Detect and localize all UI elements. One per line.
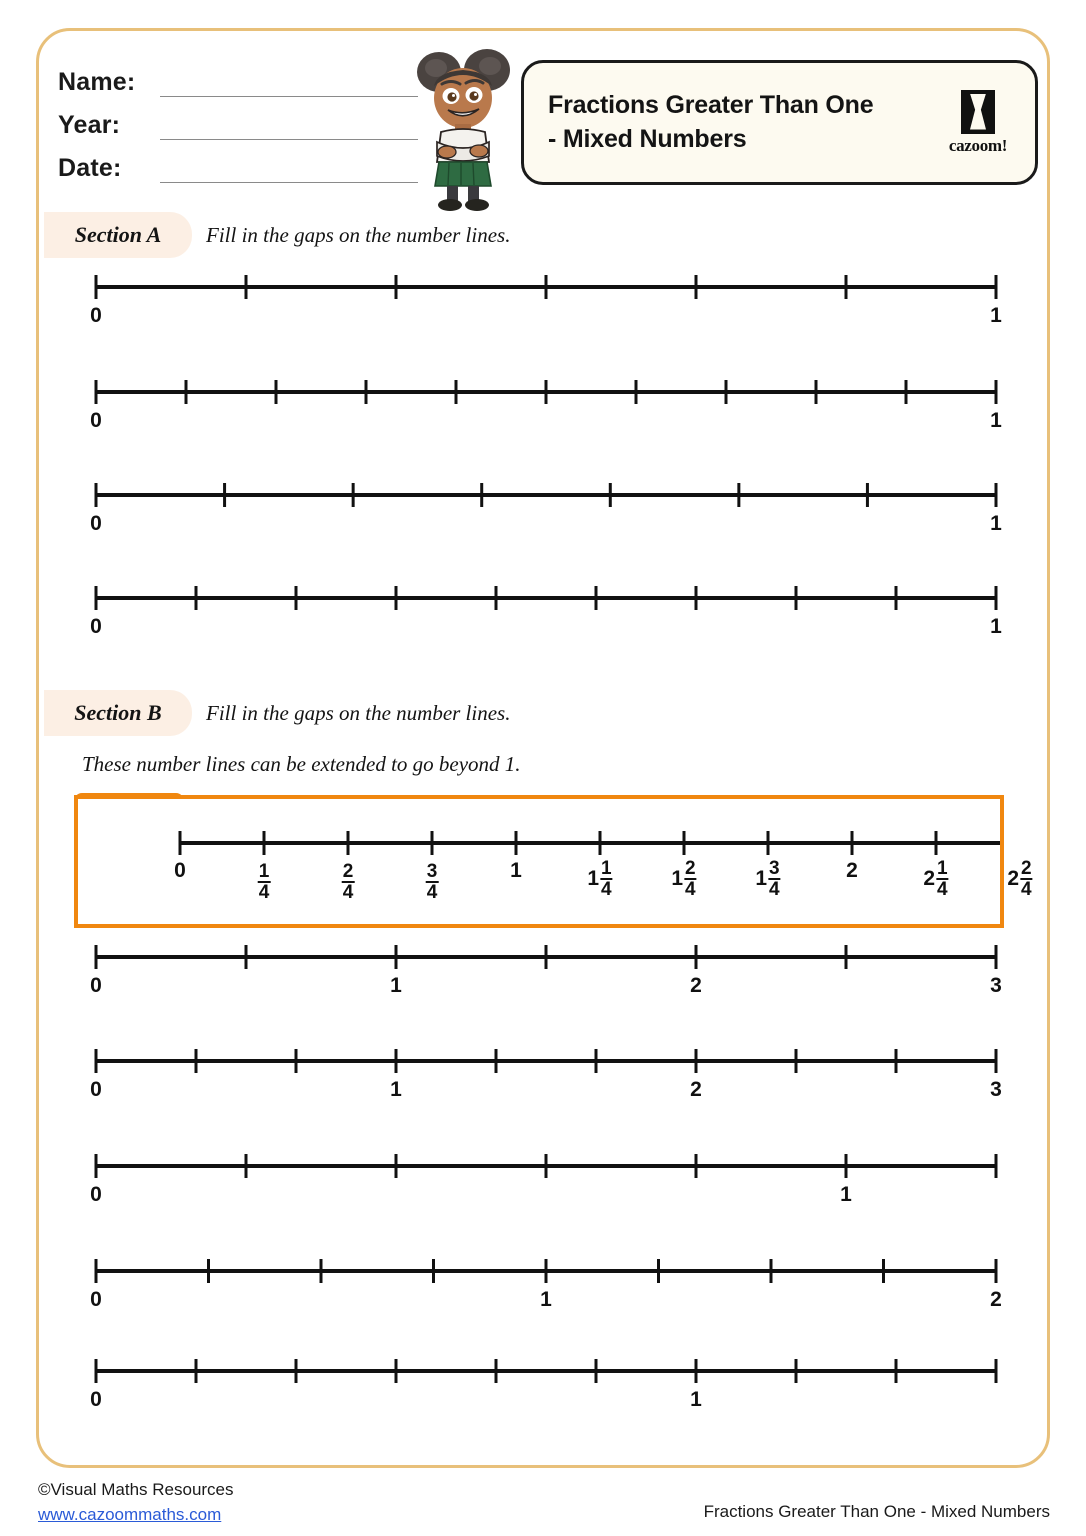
example-box (74, 795, 1032, 928)
section-a-header (44, 212, 1004, 258)
number-line-axis (0, 942, 1086, 972)
section-a-label: Section A (74, 222, 162, 247)
example-label (923, 859, 948, 900)
example-label (342, 859, 355, 903)
label-fraction: $\frac{1}{4}$ (601, 858, 612, 901)
example-label (510, 859, 522, 883)
label-whole-part: 1 (671, 867, 684, 891)
number-line-label: 2 (990, 1288, 1002, 1311)
example-label (174, 859, 186, 883)
label-fraction: $\frac{3}{4}$ (426, 861, 438, 904)
field-row-year (58, 97, 418, 140)
section-b-pill (44, 690, 192, 736)
year-input-rule[interactable] (160, 113, 418, 140)
number-line-label: 3 (990, 1078, 1002, 1101)
section-b-header (44, 690, 1004, 736)
number-line-axis (0, 272, 1086, 302)
number-line-b-0[interactable] (0, 942, 1086, 997)
year-label: Year: (58, 111, 121, 139)
cazoom-logo (939, 90, 1017, 156)
worksheet-header (58, 46, 1038, 196)
name-input-rule[interactable] (160, 70, 418, 97)
section-b-instruction: Fill in the gaps on the number lines. (206, 701, 511, 725)
section-a-instruction: Fill in the gaps on the number lines. (206, 223, 511, 247)
number-line-label: 0 (90, 615, 102, 638)
number-line-axis (0, 1046, 1086, 1076)
section-b-label: Section B (74, 700, 162, 725)
page-title (548, 89, 939, 157)
footer-left (38, 1478, 234, 1527)
label-whole-part: 1 (755, 867, 768, 891)
label-fraction: $\frac{2}{4}$ (685, 858, 696, 901)
number-line-label: 1 (390, 974, 402, 997)
label-fraction: $\frac{3}{4}$ (769, 858, 780, 901)
number-line-label: 3 (990, 974, 1002, 997)
copyright-text: ©Visual Maths Resources (38, 1480, 234, 1499)
example-label (1007, 859, 1032, 900)
title-line-2: - Mixed Numbers (548, 124, 747, 153)
example-label (755, 859, 780, 900)
number-line-label: 1 (990, 512, 1002, 535)
number-line-label: 0 (90, 409, 102, 432)
number-line-label: 0 (90, 1078, 102, 1101)
number-line-b-2[interactable] (0, 1151, 1086, 1206)
number-line-b-4[interactable] (0, 1356, 1086, 1411)
number-line-label: 1 (390, 1078, 402, 1101)
date-input-rule[interactable] (160, 156, 418, 183)
number-line-axis (0, 377, 1086, 407)
number-line-axis (0, 1256, 1086, 1286)
number-line-b-3[interactable] (0, 1256, 1086, 1311)
label-whole-part: 1 (587, 867, 600, 891)
cazoom-wordmark: cazoom! (948, 135, 1008, 155)
label-fraction: $\frac{1}{4}$ (937, 858, 948, 901)
example-label (587, 859, 612, 900)
number-line-label: 2 (690, 1078, 702, 1101)
page-footer (38, 1478, 1050, 1530)
number-line-a-3[interactable] (0, 583, 1086, 638)
example-label (846, 859, 858, 883)
example-label (426, 859, 439, 903)
worksheet-title-box (521, 60, 1038, 185)
number-line-axis (0, 1151, 1086, 1181)
number-line-label: 1 (990, 409, 1002, 432)
label-fraction: $\frac{1}{4}$ (258, 861, 270, 904)
website-link[interactable]: www.cazoommaths.com (38, 1504, 222, 1524)
number-line-a-1[interactable] (0, 377, 1086, 432)
label-whole-part: 1 (510, 859, 522, 882)
number-line-label: 0 (90, 1183, 102, 1206)
label-fraction: $\frac{2}{4}$ (1021, 858, 1032, 901)
number-line-label: 0 (90, 512, 102, 535)
label-whole-part: 2 (846, 859, 858, 882)
field-row-date (58, 140, 418, 183)
example-number-line (78, 829, 1032, 904)
number-line-a-2[interactable] (0, 480, 1086, 535)
label-whole-part: 2 (1007, 867, 1020, 891)
number-line-axis (0, 1356, 1086, 1386)
number-line-label: 0 (90, 304, 102, 327)
label-fraction: $\frac{2}{4}$ (342, 861, 354, 904)
student-fields (58, 54, 418, 183)
number-line-label: 0 (90, 974, 102, 997)
name-label: Name: (58, 68, 136, 96)
example-label (258, 859, 271, 903)
number-line-axis (0, 583, 1086, 613)
number-line-b-1[interactable] (0, 1046, 1086, 1101)
number-line-a-0[interactable] (0, 272, 1086, 327)
number-line-axis (0, 480, 1086, 510)
number-line-label: 1 (990, 615, 1002, 638)
label-whole-part: 2 (923, 867, 936, 891)
field-row-name (58, 54, 418, 97)
number-line-label: 0 (90, 1388, 102, 1411)
number-line-label: 1 (840, 1183, 852, 1206)
number-line-label: 1 (990, 304, 1002, 327)
date-label: Date: (58, 154, 122, 182)
number-line-label: 2 (690, 974, 702, 997)
example-number-line-axis (78, 829, 1000, 857)
student-character-icon (403, 46, 523, 211)
section-a-pill (44, 212, 192, 258)
example-label (671, 859, 696, 900)
title-line-1: Fractions Greater Than One (548, 90, 874, 119)
section-b-note: These number lines can be extended to go beyond 1. (82, 752, 521, 776)
cazoom-mark-icon (961, 90, 995, 134)
label-whole-part: 0 (174, 859, 186, 882)
number-line-label: 1 (690, 1388, 702, 1411)
footer-title: Fractions Greater Than One - Mixed Numbers (703, 1502, 1050, 1521)
number-line-label: 1 (540, 1288, 552, 1311)
number-line-label: 0 (90, 1288, 102, 1311)
